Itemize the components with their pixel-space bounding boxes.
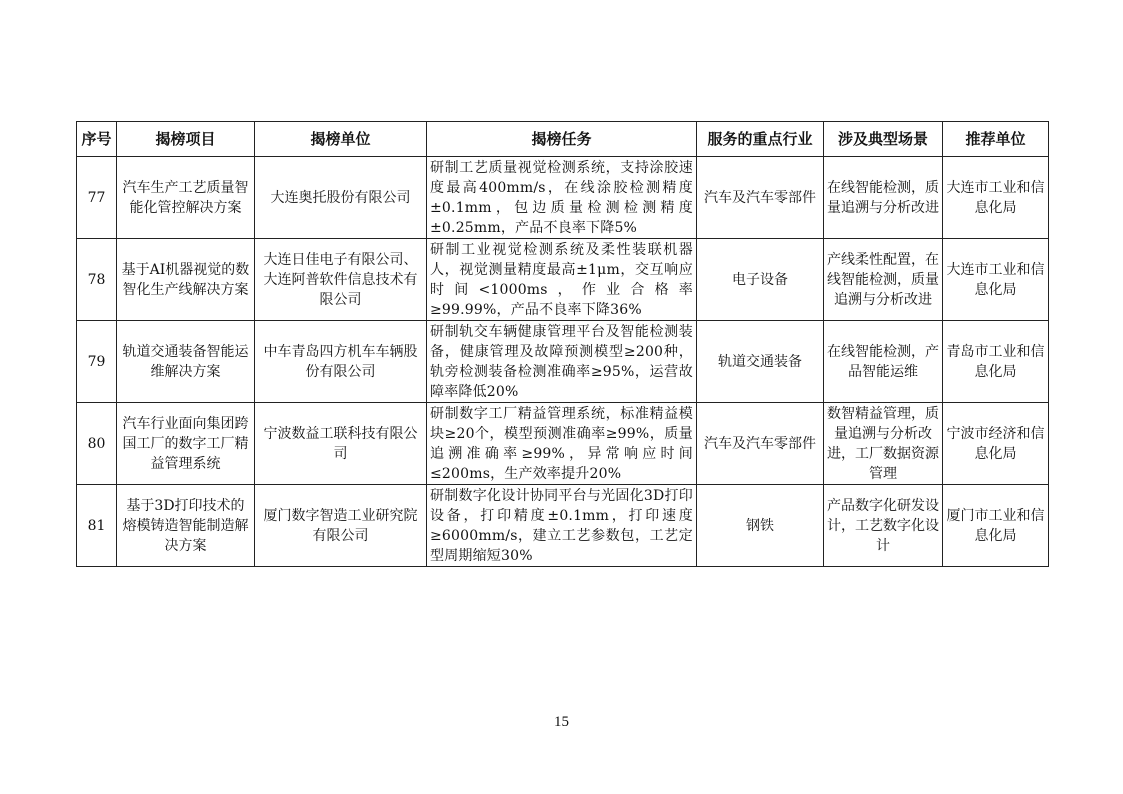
header-industry: 服务的重点行业	[697, 122, 824, 157]
row-no: 80	[77, 403, 117, 485]
row-unit: 中车青岛四方机车车辆股份有限公司	[255, 321, 427, 403]
recommendation-table	[76, 121, 1049, 567]
row-no: 81	[77, 485, 117, 567]
header-no: 序号	[77, 122, 117, 157]
header-scenario: 涉及典型场景	[824, 122, 943, 157]
page-number: 15	[554, 714, 569, 730]
row-task: 研制工艺质量视觉检测系统，支持涂胶速度最高400mm/s，在线涂胶检测精度±0.1mm，包边质量检测检测精度±0.25mm，产品不良率下降5%	[427, 157, 697, 239]
row-recommender: 大连市工业和信息化局	[943, 239, 1049, 321]
table-row	[77, 321, 1049, 403]
table-row	[77, 239, 1049, 321]
row-recommender: 宁波市经济和信息化局	[943, 403, 1049, 485]
row-industry: 电子设备	[697, 239, 824, 321]
row-industry: 汽车及汽车零部件	[697, 403, 824, 485]
row-no: 77	[77, 157, 117, 239]
row-no: 78	[77, 239, 117, 321]
row-scenario: 产线柔性配置，在线智能检测，质量追溯与分析改进	[824, 239, 943, 321]
row-unit: 大连奥托股份有限公司	[255, 157, 427, 239]
row-scenario: 在线智能检测，质量追溯与分析改进	[824, 157, 943, 239]
row-no: 79	[77, 321, 117, 403]
row-industry: 汽车及汽车零部件	[697, 157, 824, 239]
row-recommender: 厦门市工业和信息化局	[943, 485, 1049, 567]
row-recommender: 大连市工业和信息化局	[943, 157, 1049, 239]
header-unit: 揭榜单位	[255, 122, 427, 157]
row-task: 研制数字工厂精益管理系统，标准精益模块≥20个，模型预测准确率≥99%，质量追溯准确率≥99%，异常响应时间≤200ms，生产效率提升20%	[427, 403, 697, 485]
row-project: 基于AI机器视觉的数智化生产线解决方案	[117, 239, 255, 321]
row-project: 轨道交通装备智能运维解决方案	[117, 321, 255, 403]
table-row	[77, 157, 1049, 239]
header-recommender: 推荐单位	[943, 122, 1049, 157]
row-unit: 厦门数字智造工业研究院有限公司	[255, 485, 427, 567]
row-project: 汽车行业面向集团跨国工厂的数字工厂精益管理系统	[117, 403, 255, 485]
header-task: 揭榜任务	[427, 122, 697, 157]
table-row	[77, 485, 1049, 567]
row-unit: 宁波数益工联科技有限公司	[255, 403, 427, 485]
row-unit: 大连日佳电子有限公司、大连阿普软件信息技术有限公司	[255, 239, 427, 321]
row-recommender: 青岛市工业和信息化局	[943, 321, 1049, 403]
row-scenario: 产品数字化研发设计，工艺数字化设计	[824, 485, 943, 567]
row-task: 研制数字化设计协同平台与光固化3D打印设备，打印精度±0.1mm，打印速度≥6000mm/s，建立工艺参数包，工艺定型周期缩短30%	[427, 485, 697, 567]
table-row	[77, 403, 1049, 485]
row-project: 基于3D打印技术的熔模铸造智能制造解决方案	[117, 485, 255, 567]
header-project: 揭榜项目	[117, 122, 255, 157]
row-project: 汽车生产工艺质量智能化管控解决方案	[117, 157, 255, 239]
table-header-row	[77, 122, 1049, 157]
row-task: 研制工业视觉检测系统及柔性装联机器人，视觉测量精度最高±1μm，交互响应时间<1000ms，作业合格率≥99.99%，产品不良率下降36%	[427, 239, 697, 321]
row-scenario: 数智精益管理，质量追溯与分析改进，工厂数据资源管理	[824, 403, 943, 485]
row-scenario: 在线智能检测，产品智能运维	[824, 321, 943, 403]
row-industry: 轨道交通装备	[697, 321, 824, 403]
row-task: 研制轨交车辆健康管理平台及智能检测装备，健康管理及故障预测模型≥200种，轨旁检测装备检测准确率≥95%，运营故障率降低20%	[427, 321, 697, 403]
row-industry: 钢铁	[697, 485, 824, 567]
